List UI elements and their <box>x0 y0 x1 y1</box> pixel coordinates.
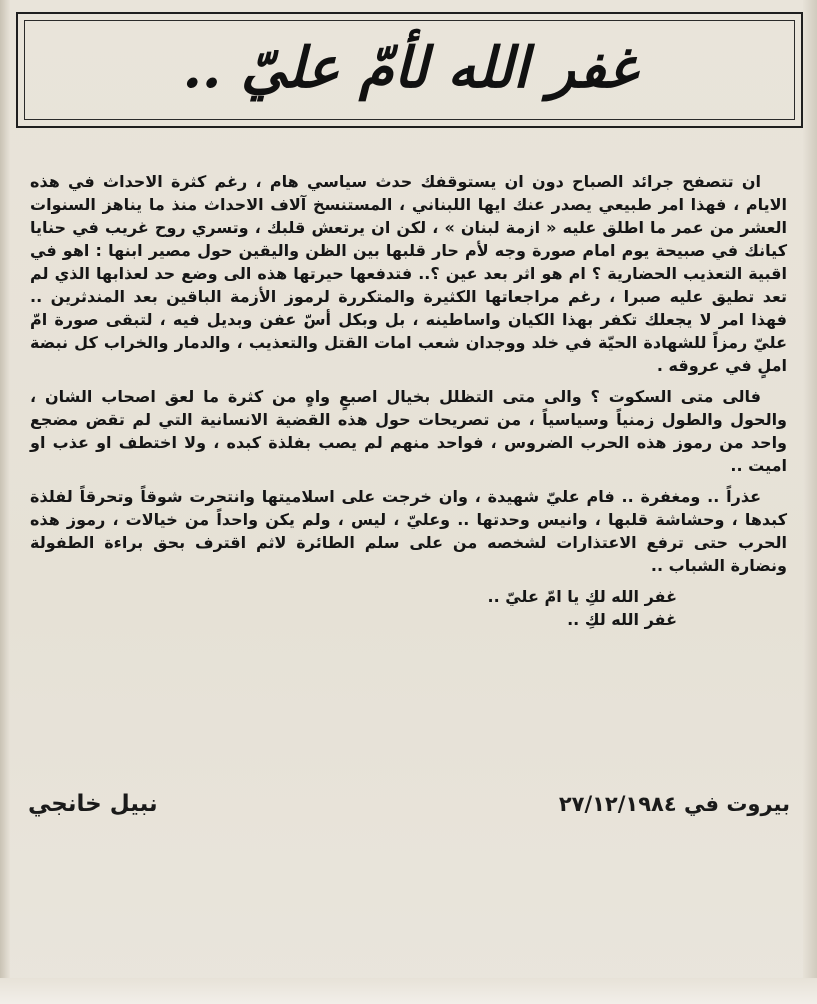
paper-edge-right <box>803 0 817 1004</box>
paper-edge-left <box>0 0 10 1004</box>
author-name: نبيل خانجي <box>28 791 158 817</box>
headline: غفر الله لأمّ عليّ .. <box>182 35 637 101</box>
dateline: بيروت في ٢٧/١٢/١٩٨٤ <box>558 792 790 816</box>
paper-edge-bottom <box>0 978 817 1004</box>
headline-frame <box>16 12 803 128</box>
closing-line-2: غفر الله لكِ .. <box>567 610 677 629</box>
paragraph-1: ان تتصفح جرائد الصباح دون ان يستوقفك حدث سياسي هام ، رغم كثرة الاحداث في هذه الايام ، فهذا امر طبيعي يصدر عنك ايها اللبناني ، المستنسخ آلاف الاحداث منذ ما يناهز السنوات العشر من عمر ما اطلق عليه « ازمة لبنان » ، لكن ان يرتعش قلبك ، وتسري روح غريب في حنايا كيانك في صبيحة يوم امام صورة وجه لأم حار قلبها بين الظن واليقين حول مصير ابنها : اهو في اقبية التعذيب الحضارية ؟ ام هو اثر بعد عين ؟.. فتدفعها حيرتها هذه الى وضع حد لعذابها الذي لم تعد تطيق عليه صبرا ، رغم مراجعاتها الكثيرة والمتكررة لرموز الأزمة الباقين بعد المندثرين .. فهذا امر لا يجعلك تكفر بهذا الكيان واساطينه ، بل وبكل أسّ عفن وبديل فيه ، لتبقى صورة امّ عليّ رمزاً للشهادة الحيّة في خلد ووجدان شعب امات القتل والتعذيب ، والدمار والخراب كل نبضة املٍ في عروقه . <box>30 172 787 375</box>
closing-line-1: غفر الله لكِ يا امّ عليّ .. <box>487 587 677 606</box>
paragraph-3: عذراً .. ومغفرة .. فام عليّ شهيدة ، وان خرجت على اسلاميتها وانتحرت شوقاً وتحرقاً لفلذة كبدها ، وحشاشة قلبها ، وانيس وحدتها .. وعليّ ، ليس ، ولم يكن واحداً من خيالات ، رموز هذه الحرب حتى ترفع الاعتذارات لشخصه من على سلم الطائرة لاثم اقترف بحق براءة الطفولة ونضارة الشباب .. <box>30 487 787 575</box>
paragraph-2: فالى متى السكوت ؟ والى متى التظلل بخيال اصبعٍ واهٍ من كثرة ما لعق اصحاب الشان ، والحول والطول زمنياً وسياسياً ، من تصريحات حول هذه القضية الانسانية التي لم تقض مضجع واحد من رموز هذه الحرب الضروس ، فواحد منهم لم يصب بفلذة كبده ، ولا اختطف او عذب او اميت .. <box>30 387 787 475</box>
article-footer <box>28 786 790 826</box>
article-body <box>30 170 787 631</box>
